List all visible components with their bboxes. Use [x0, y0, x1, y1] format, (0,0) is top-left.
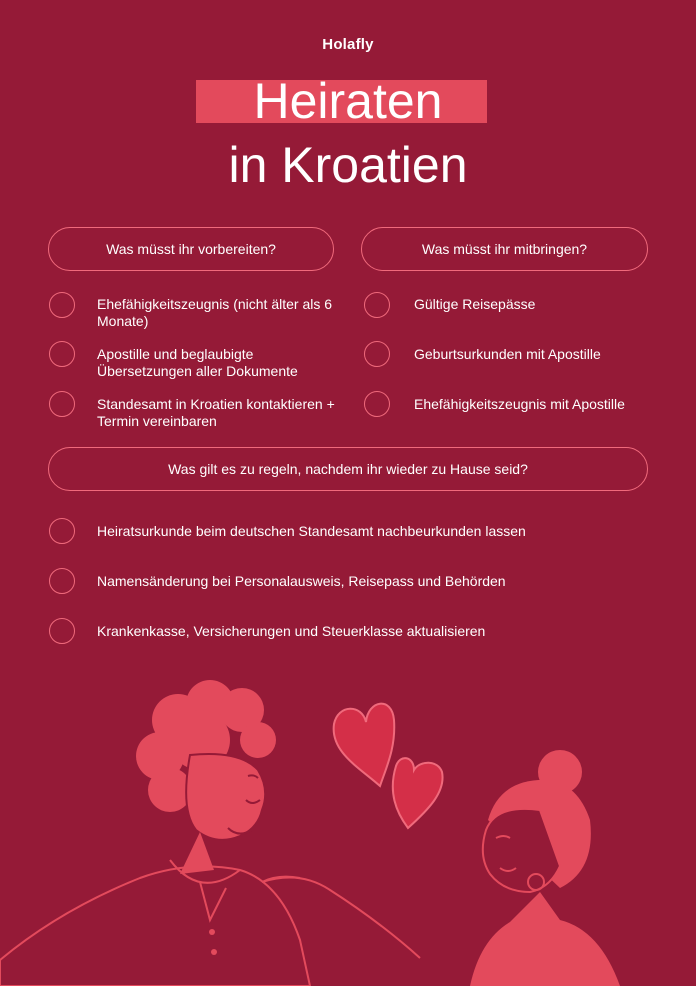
list-item: Ehefähigkeitszeugnis (nicht älter als 6 Monate) — [97, 296, 333, 329]
list-item: Gültige Reisepässe — [414, 296, 536, 312]
checkbox-circle[interactable] — [49, 292, 75, 318]
man-face-icon — [186, 754, 265, 840]
list-item: Apostille und beglaubigte Übersetzungen aller Dokumente — [97, 346, 298, 379]
after-heading: Was gilt es zu regeln, nachdem ihr wieder zu Hause seid? — [48, 447, 648, 491]
list-item: Heiratsurkunde beim deutschen Standesamt nachbeurkunden lassen — [97, 523, 526, 539]
list-item: Standesamt in Kroatien kontaktieren + Termin vereinbaren — [97, 396, 335, 429]
checkbox-circle[interactable] — [49, 391, 75, 417]
checkbox-circle[interactable] — [364, 292, 390, 318]
prepare-heading: Was müsst ihr vorbereiten? — [48, 227, 334, 271]
list-item: Ehefähigkeitszeugnis mit Apostille — [414, 396, 625, 412]
bring-heading: Was müsst ihr mitbringen? — [361, 227, 648, 271]
list-item: Namensänderung bei Personalausweis, Reisepass und Behörden — [97, 573, 506, 589]
checkbox-circle[interactable] — [364, 341, 390, 367]
heart-icon — [393, 758, 443, 828]
checkbox-circle[interactable] — [49, 568, 75, 594]
holafly-logo: Holafly — [322, 36, 374, 53]
woman-body-icon — [470, 892, 620, 986]
list-item: Geburtsurkunden mit Apostille — [414, 346, 601, 362]
list-item: Krankenkasse, Versicherungen und Steuerklasse aktualisieren — [97, 623, 486, 639]
checkbox-circle[interactable] — [49, 518, 75, 544]
page-title-line2: in Kroatien — [228, 137, 468, 193]
heart-icon — [334, 704, 395, 786]
checkbox-circle[interactable] — [49, 341, 75, 367]
couple-with-hearts-illustration — [0, 660, 696, 986]
page-title-line1: Heiraten — [253, 73, 443, 129]
checkbox-circle[interactable] — [49, 618, 75, 644]
checkbox-circle[interactable] — [364, 391, 390, 417]
